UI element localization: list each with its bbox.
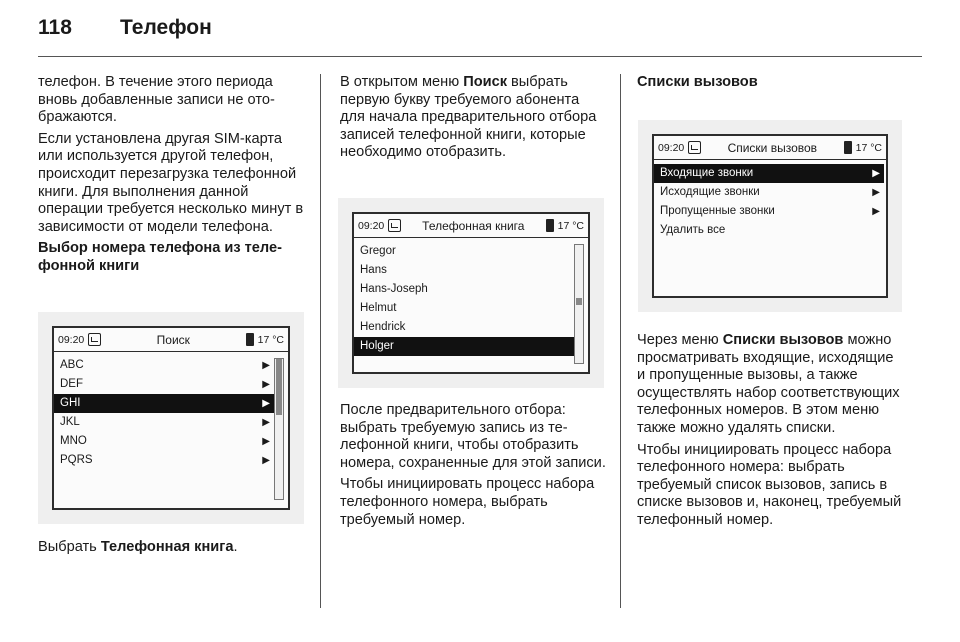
col3-paragraph-1: Через меню Списки вызовов можно просматривать входящие, исходящие и пропущенные вызовы, а также осуществлять набор соответствующих телефонных номеров. В этом меню также можно удалять списки. [637,332,900,436]
screen-title: Поиск [156,332,190,347]
list-item[interactable] [54,413,274,432]
list-item[interactable] [54,451,274,470]
phone-icon [88,333,101,346]
battery-icon [844,141,852,154]
clock: 09:20 [58,333,85,346]
list-item[interactable] [54,356,274,375]
col3-paragraph-2: Чтобы инициировать процесс набора телефонного номера: выбрать требуемый список вызовов, запись в списке вызовов и, наконец, требуемый телефонный номер. [637,441,902,528]
col1-caption [38,539,306,557]
list-item[interactable]: Удалить все [660,224,726,236]
list-item[interactable]: Gregor [360,245,396,257]
col1-subheading: Выбор номера телефона из телефонной книги [38,240,282,274]
status-bar [54,328,288,352]
item-label: Пропущенные звонки [660,205,775,217]
battery-icon [546,219,554,232]
col2-paragraph-3: Чтобы инициировать процесс набора телефонного номера, выбрать требуемый номер. [340,476,595,528]
list-item-selected[interactable] [654,164,884,183]
caption-end: . [233,539,238,555]
list-item[interactable]: Hans-Joseph [360,283,428,295]
column-2 [340,74,606,166]
caption-bold: Телефонная книга [100,539,234,555]
chevron-right-icon: ▶ [262,436,270,447]
list-item[interactable] [654,183,884,202]
page-number: 118 [38,16,72,39]
phone-icon [388,219,401,232]
search-screen-figure [38,312,304,524]
item-label: ABC [60,359,84,371]
list-item[interactable] [654,202,884,221]
screen-title: Телефонная книга [422,218,525,233]
item-label: GHI [60,397,81,409]
column-3 [637,74,905,96]
scrollbar[interactable] [574,244,584,364]
temperature: 17 °C [855,141,882,154]
column-divider-1 [320,74,321,608]
call-list-menu [654,160,886,240]
battery-icon [246,333,254,346]
list-item[interactable]: Hendrick [360,321,406,333]
page-header [38,16,212,56]
caption-text: Выбрать [38,539,101,555]
list-item[interactable] [54,375,274,394]
call-lists-screen-figure [638,120,902,312]
list-item[interactable] [54,432,274,451]
header-rule [38,56,922,57]
col2-paragraph-2: После предварительного отбора: выбрать требуемую запись из телефонной книги, чтобы отобразить номера, сохраненные для этой записи. [340,402,606,471]
column-divider-2 [620,74,621,608]
scrollbar[interactable] [274,358,284,500]
list-item-selected[interactable] [54,394,274,413]
letter-group-list [54,352,288,470]
list-item[interactable]: Helmut [360,302,397,314]
temperature: 17 °C [557,219,584,232]
menu-name-search: Поиск [463,74,507,90]
search-screen [52,326,290,510]
clock: 09:20 [658,141,685,154]
chevron-right-icon: ▶ [872,187,880,198]
phonebook-screen [352,212,590,374]
item-label: DEF [60,378,83,390]
phone-icon [688,141,701,154]
chevron-right-icon: ▶ [262,455,270,466]
status-bar [354,214,588,238]
item-label: JKL [60,416,80,428]
phonebook-screen-figure [338,198,604,388]
page-title: Телефон [120,16,212,39]
list-item[interactable]: Hans [360,264,387,276]
col1-paragraph-1: телефон. В течение этого периода вновь добавленные записи не отображаются. [38,74,275,126]
column-2-lower [340,402,606,533]
list-item-selected[interactable]: Holger [354,337,574,356]
temperature: 17 °C [257,333,284,346]
chevron-right-icon: ▶ [872,168,880,179]
col2-paragraph-1: В открытом меню Поиск выбрать первую букву требуемого абонента для начала предварительного отбора записей телефонной книги, которые необходимо отобразить. [340,74,597,161]
clock: 09:20 [358,219,385,232]
status-bar [654,136,886,160]
chevron-right-icon: ▶ [872,206,880,217]
screen-title: Списки вызовов [727,140,818,155]
call-lists-screen [652,134,888,298]
item-label: Исходящие звонки [660,186,760,198]
item-label: PQRS [60,454,93,466]
chevron-right-icon: ▶ [262,398,270,409]
item-label: Входящие звонки [660,167,754,179]
chevron-right-icon: ▶ [262,417,270,428]
item-label: MNO [60,435,87,447]
chevron-right-icon: ▶ [262,360,270,371]
col1-paragraph-2: Если установлена другая SIM-карта или используется другой телефон, происходит перезагрузка телефонной книги. Для выполнения данной операции требуется несколько минут в зависимости от модели телефона. [38,130,304,235]
menu-name-call-lists: Списки вызовов [722,332,844,348]
column-3-lower [637,332,905,534]
scrollbar-thumb[interactable] [576,298,582,305]
col3-subheading: Списки вызовов [637,74,758,90]
chevron-right-icon: ▶ [262,379,270,390]
contact-list [354,238,588,356]
scrollbar-thumb[interactable] [276,359,282,415]
column-1 [38,74,306,280]
